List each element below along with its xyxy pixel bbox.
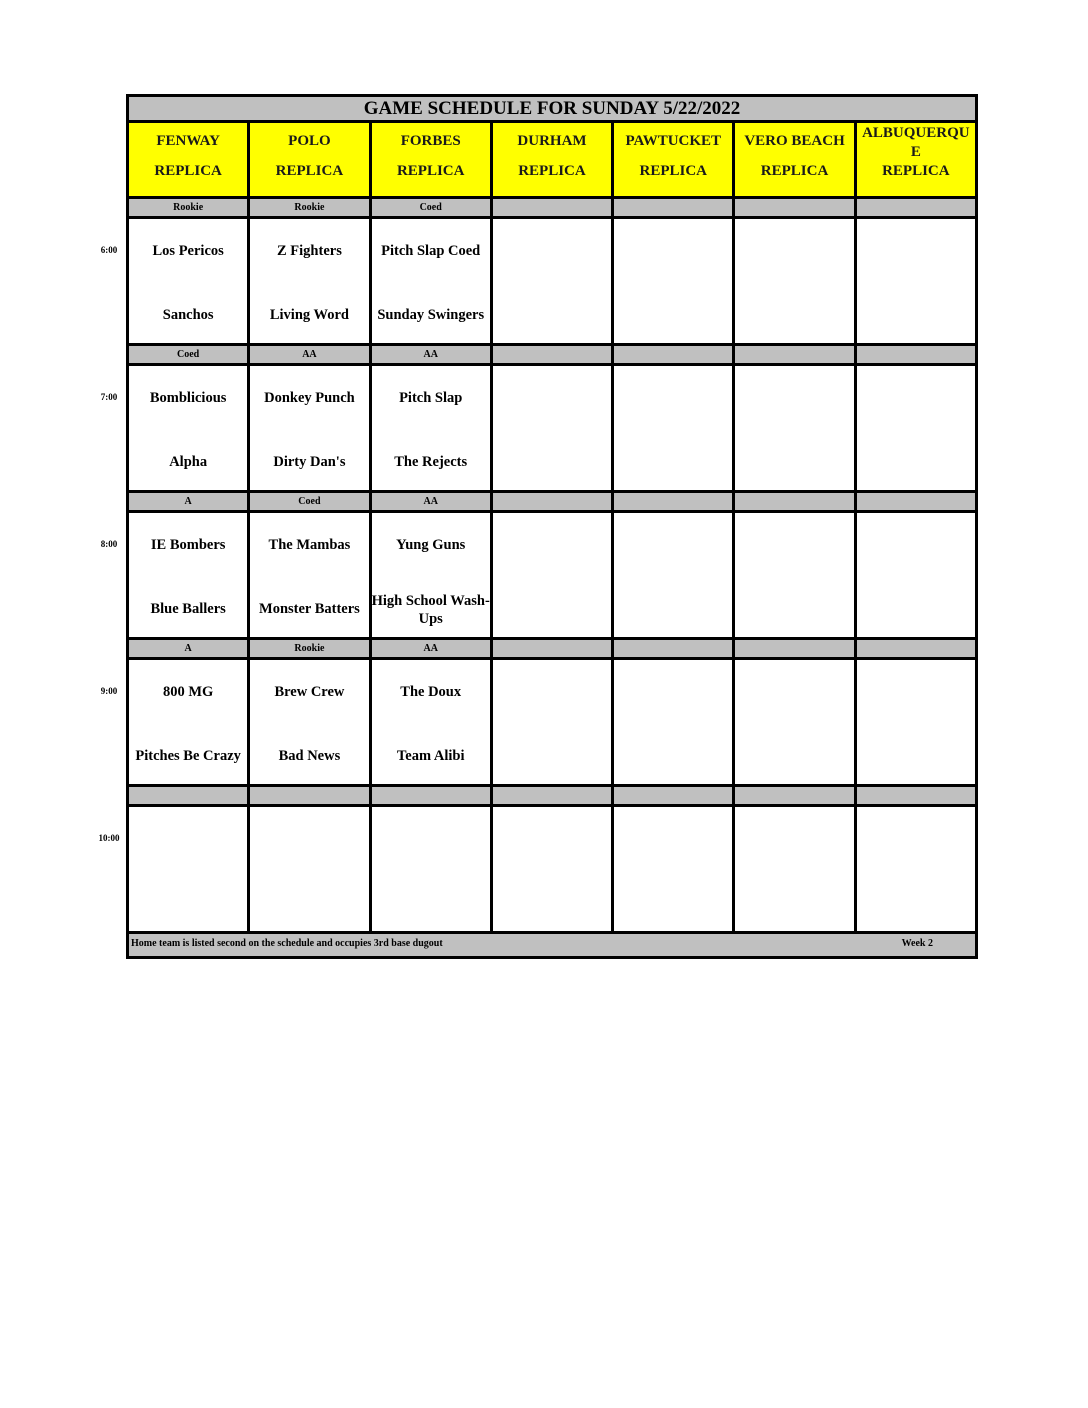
game-cell: [250, 219, 371, 343]
division-label: [735, 493, 856, 510]
time-slot-row: [129, 660, 975, 787]
division-band: [129, 787, 975, 807]
division-label: Rookie: [129, 199, 250, 216]
field-subtitle: REPLICA: [275, 163, 344, 179]
field-name: POLO: [288, 133, 331, 149]
division-label: Rookie: [250, 640, 371, 657]
game-cell: [250, 807, 371, 931]
home-team: Team Alibi: [396, 748, 465, 764]
away-team: Pitch Slap: [399, 390, 463, 406]
game-cell: [129, 513, 250, 637]
game-cell: [493, 807, 614, 931]
division-label: Rookie: [250, 199, 371, 216]
division-label: Coed: [250, 493, 371, 510]
away-team: Los Pericos: [152, 243, 224, 259]
game-cell: [372, 219, 493, 343]
game-cell: [250, 660, 371, 784]
division-band: [129, 493, 975, 513]
division-label: AA: [372, 640, 493, 657]
game-cell: [735, 219, 856, 343]
field-header-durham: [493, 123, 614, 196]
field-subtitle: REPLICA: [396, 163, 465, 179]
home-team: High School Wash-Ups: [371, 593, 490, 627]
field-subtitle: REPLICA: [518, 163, 586, 179]
away-team: Yung Guns: [396, 537, 466, 553]
away-team: Bomblicious: [149, 390, 227, 406]
game-cell: [493, 660, 614, 784]
division-label: [614, 640, 735, 657]
division-label: [493, 346, 614, 363]
away-team: The Doux: [400, 684, 462, 700]
home-team: Pitches Be Crazy: [135, 748, 241, 764]
field-name: VERO BEACH: [744, 133, 845, 149]
field-header-polo: [250, 123, 371, 196]
game-cell: [735, 660, 856, 784]
game-cell: [857, 660, 975, 784]
home-team: Blue Ballers: [150, 601, 226, 617]
game-cell: [614, 513, 735, 637]
division-label: [493, 640, 614, 657]
division-label: [250, 787, 371, 804]
field-subtitle: REPLICA: [760, 163, 829, 179]
division-label: AA: [250, 346, 371, 363]
time-label: 7:00: [100, 392, 118, 402]
division-label: A: [129, 640, 250, 657]
division-label: [614, 787, 735, 804]
time-slot-row: [129, 513, 975, 640]
home-team: Bad News: [278, 748, 341, 764]
week-label: Week 2: [901, 938, 933, 949]
time-label: 9:00: [100, 686, 118, 696]
away-team: IE Bombers: [150, 537, 226, 553]
game-cell: [493, 513, 614, 637]
division-band: [129, 199, 975, 219]
field-name: DURHAM: [517, 133, 587, 149]
field-subtitle: REPLICA: [154, 163, 222, 179]
time-slot-row: [129, 219, 975, 346]
division-label: AA: [372, 346, 493, 363]
division-label: A: [129, 493, 250, 510]
division-label: [614, 346, 735, 363]
time-label: 8:00: [100, 539, 118, 549]
home-team: Monster Batters: [259, 601, 360, 617]
field-header-forbes: [372, 123, 493, 196]
field-name: FORBES: [400, 133, 461, 149]
field-subtitle: REPLICA: [639, 163, 708, 179]
field-name: FENWAY: [156, 133, 220, 149]
game-cell: [857, 219, 975, 343]
division-band: [129, 640, 975, 660]
division-label: [493, 199, 614, 216]
division-label: [493, 493, 614, 510]
away-team: The Mambas: [268, 537, 351, 553]
division-label: [614, 199, 735, 216]
time-slot-row: [129, 807, 975, 934]
home-team: Sanchos: [162, 307, 214, 323]
game-cell: [372, 366, 493, 490]
home-team-note: Home team is listed second on the schedule and occupies 3rd base dugout: [131, 938, 443, 949]
home-team: Dirty Dan's: [273, 454, 346, 470]
time-label: 6:00: [100, 245, 118, 255]
division-label: [493, 787, 614, 804]
away-team: Brew Crew: [274, 684, 345, 700]
division-label: [857, 640, 975, 657]
field-subtitle: REPLICA: [882, 163, 950, 179]
division-label: [614, 493, 735, 510]
game-cell: [129, 807, 250, 931]
field-name: PAWTUCKET: [625, 133, 722, 149]
division-label: [735, 787, 856, 804]
game-cell: [372, 807, 493, 931]
home-team: Alpha: [169, 454, 208, 470]
field-header-vero-beach: [735, 123, 856, 196]
division-label: [129, 787, 250, 804]
division-label: [735, 640, 856, 657]
game-cell: [493, 219, 614, 343]
away-team: Pitch Slap Coed: [381, 243, 481, 259]
game-cell: [614, 219, 735, 343]
field-name: ALBUQUERQU E: [862, 125, 970, 160]
home-team: Living Word: [269, 307, 349, 323]
time-slot-row: [129, 366, 975, 493]
division-label: [735, 199, 856, 216]
game-cell: [857, 807, 975, 931]
division-band: [129, 346, 975, 366]
game-cell: [735, 513, 856, 637]
time-label: 10:00: [98, 833, 120, 843]
division-label: AA: [372, 493, 493, 510]
game-cell: [735, 366, 856, 490]
schedule-title: GAME SCHEDULE FOR SUNDAY 5/22/2022: [129, 97, 975, 123]
division-label: [857, 199, 975, 216]
game-cell: [493, 366, 614, 490]
game-cell: [129, 660, 250, 784]
game-cell: [129, 219, 250, 343]
field-header-pawtucket: [614, 123, 735, 196]
away-team: Z Fighters: [277, 243, 342, 259]
game-cell: [250, 513, 371, 637]
game-cell: [372, 660, 493, 784]
game-cell: [129, 366, 250, 490]
schedule-footer: [129, 932, 975, 956]
game-cell: [372, 513, 493, 637]
game-cell: [857, 513, 975, 637]
division-label: [857, 493, 975, 510]
division-label: [857, 787, 975, 804]
game-cell: [250, 366, 371, 490]
away-team: Donkey Punch: [264, 390, 355, 406]
schedule-sheet: [126, 94, 978, 959]
field-header-albuquerque: [857, 123, 975, 196]
game-cell: [614, 366, 735, 490]
division-label: [735, 346, 856, 363]
field-header-row: [129, 123, 975, 199]
home-team: The Rejects: [394, 454, 468, 470]
field-header-fenway: [129, 123, 250, 196]
division-label: [372, 787, 493, 804]
home-team: Sunday Swingers: [377, 307, 485, 323]
game-cell: [735, 807, 856, 931]
away-team: 800 MG: [162, 684, 214, 700]
division-label: [857, 346, 975, 363]
division-label: Coed: [372, 199, 493, 216]
game-cell: [614, 660, 735, 784]
division-label: Coed: [129, 346, 250, 363]
game-cell: [614, 807, 735, 931]
game-cell: [857, 366, 975, 490]
